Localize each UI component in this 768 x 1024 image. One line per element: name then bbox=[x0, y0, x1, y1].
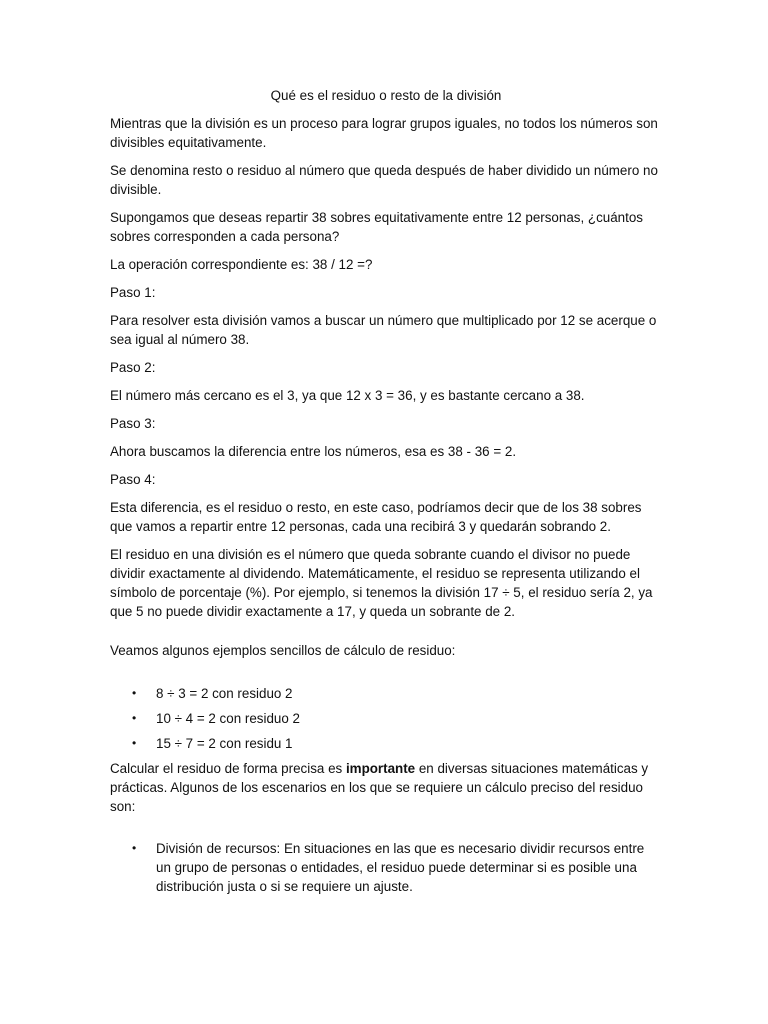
examples-list bbox=[110, 684, 662, 753]
list-item bbox=[110, 709, 662, 728]
paragraph-example-setup: Supongamos que deseas repartir 38 sobres equitativamente entre 12 personas, ¿cuántos sobres corresponden a cada persona? bbox=[110, 210, 643, 244]
paragraph-examples-intro: Veamos algunos ejemplos sencillos de cálculo de residuo: bbox=[110, 643, 456, 658]
closing-text-end: en diversas situaciones matemáticas y prácticas. Algunos de los escenarios en los que se requiere un cálculo preciso del residuo son: bbox=[110, 761, 649, 814]
example-text: 10 ÷ 4 = 2 con residuo 2 bbox=[156, 711, 300, 726]
paragraph-intro: Mientras que la división es un proceso para lograr grupos iguales, no todos los números son divisibles equitativamente. bbox=[110, 116, 658, 150]
list-item bbox=[110, 839, 662, 896]
list-item bbox=[110, 734, 662, 753]
scenarios-list bbox=[110, 839, 662, 896]
paragraph-definition: Se denomina resto o residuo al número que queda después de haber dividido un número no divisible. bbox=[110, 163, 658, 197]
paragraph-operation: La operación correspondiente es: 38 / 12 =? bbox=[110, 257, 373, 272]
closing-text-start: Calcular el residuo de forma precisa es bbox=[110, 761, 346, 776]
bullet-icon: • bbox=[132, 686, 137, 700]
step-1-heading: Paso 1: bbox=[110, 285, 156, 300]
list-item bbox=[110, 684, 662, 703]
step-1-text: Para resolver esta división vamos a buscar un número que multiplicado por 12 se acerque o sea igual al número 38. bbox=[110, 313, 657, 347]
document-title: Qué es el residuo o resto de la división bbox=[270, 88, 502, 103]
scenario-text: División de recursos: En situaciones en las que es necesario dividir recursos entre un grupo de personas o entidades, el residuo puede determinar si es posible una distribución justa o si se requiere un ajuste. bbox=[156, 841, 645, 894]
step-2-text: El número más cercano es el 3, ya que 12 x 3 = 36, y es bastante cercano a 38. bbox=[110, 388, 585, 403]
closing-bold-word: importante bbox=[345, 761, 416, 776]
bullet-icon: • bbox=[132, 736, 137, 750]
step-4-heading: Paso 4: bbox=[110, 472, 156, 487]
paragraph-closing bbox=[110, 759, 662, 816]
step-4-text: Esta diferencia, es el residuo o resto, en este caso, podríamos decir que de los 38 sobres que vamos a repartir entre 12 personas, cada una recibirá 3 y quedarán sobrando 2. bbox=[110, 500, 642, 534]
example-text: 8 ÷ 3 = 2 con residuo 2 bbox=[156, 686, 293, 701]
step-3-heading: Paso 3: bbox=[110, 416, 156, 431]
paragraph-remainder-explanation: El residuo en una división es el número que queda sobrante cuando el divisor no puede dividir exactamente al dividendo. Matemáticamente, el residuo se representa utilizando el símbolo de porcentaje (%). Por ejemplo, si tenemos la división 17 ÷ 5, el residuo sería 2, ya que 5 no puede dividir exactamente a 17, y queda un sobrante de 2. bbox=[110, 547, 653, 619]
step-3-text: Ahora buscamos la diferencia entre los números, esa es 38 - 36 = 2. bbox=[110, 444, 517, 459]
step-2-heading: Paso 2: bbox=[110, 360, 156, 375]
bullet-icon: • bbox=[132, 841, 137, 855]
document-body bbox=[110, 86, 662, 902]
example-text: 15 ÷ 7 = 2 con residu 1 bbox=[156, 736, 293, 751]
bullet-icon: • bbox=[132, 711, 137, 725]
